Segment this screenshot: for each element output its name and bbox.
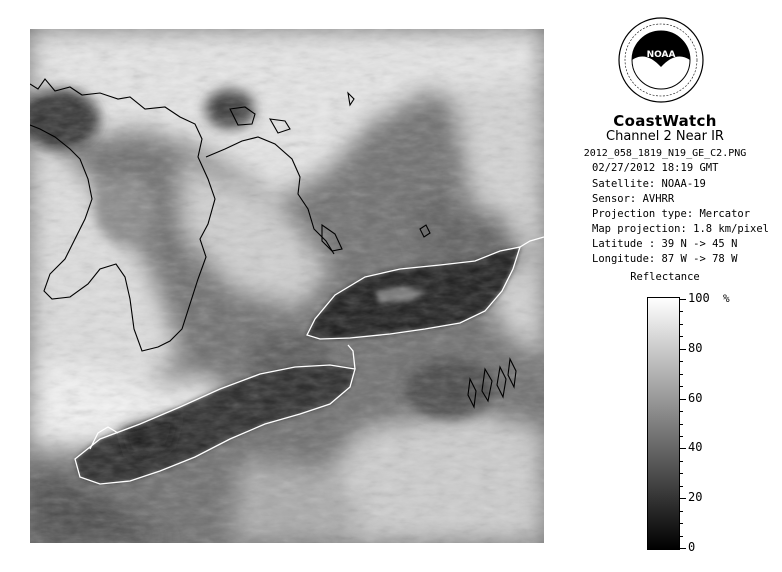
latitude-range: Latitude : 39 N -> 45 N bbox=[592, 238, 738, 250]
colorbar-minor-tick bbox=[680, 411, 683, 412]
colorbar-minor-tick bbox=[680, 311, 683, 312]
datetime: 02/27/2012 18:19 GMT bbox=[592, 162, 719, 174]
channel-title: Channel 2 Near IR bbox=[606, 129, 724, 144]
brand-title: CoastWatch bbox=[613, 112, 717, 130]
reflectance-colorbar bbox=[647, 297, 680, 550]
sensor: Sensor: AVHRR bbox=[592, 193, 675, 205]
projection-type: Projection type: Mercator bbox=[592, 208, 751, 220]
colorbar-tick-label: 20 bbox=[688, 490, 703, 505]
noaa-logo bbox=[618, 17, 704, 103]
map-projection: Map projection: 1.8 km/pixel bbox=[592, 223, 770, 235]
colorbar-tick-label: 40 bbox=[688, 440, 703, 455]
colorbar-minor-tick bbox=[680, 536, 683, 537]
colorbar-minor-tick bbox=[680, 349, 683, 350]
colorbar-minor-tick bbox=[680, 336, 683, 337]
colorbar-tick-label: 60 bbox=[688, 390, 703, 405]
logo-text: NOAA bbox=[646, 50, 676, 60]
colorbar-minor-tick bbox=[680, 299, 683, 300]
colorbar-tick-label: 80 bbox=[688, 340, 703, 355]
colorbar-minor-tick bbox=[680, 324, 683, 325]
colorbar-minor-tick bbox=[680, 374, 683, 375]
satellite-map-image bbox=[30, 29, 544, 543]
colorbar-minor-tick bbox=[680, 386, 683, 387]
colorbar-tick-label: 100 bbox=[688, 291, 710, 305]
colorbar-minor-tick bbox=[680, 461, 683, 462]
colorbar-minor-tick bbox=[680, 361, 683, 362]
colorbar-minor-tick bbox=[680, 424, 683, 425]
legend-unit: % bbox=[723, 292, 730, 305]
colorbar-tick-label: 0 bbox=[688, 540, 696, 554]
longitude-range: Longitude: 87 W -> 78 W bbox=[592, 253, 738, 265]
colorbar-minor-tick bbox=[680, 511, 683, 512]
colorbar-minor-tick bbox=[680, 523, 683, 524]
colorbar-minor-tick bbox=[680, 473, 683, 474]
colorbar-minor-tick bbox=[680, 399, 683, 400]
colorbar-minor-tick bbox=[680, 486, 683, 487]
colorbar-minor-tick bbox=[680, 436, 683, 437]
colorbar-minor-tick bbox=[680, 548, 683, 549]
legend-title: Reflectance bbox=[630, 271, 700, 283]
filename: 2012_058_1819_N19_GE_C2.PNG bbox=[583, 148, 747, 159]
colorbar-minor-tick bbox=[680, 448, 683, 449]
satellite: Satellite: NOAA-19 bbox=[592, 178, 706, 190]
colorbar-minor-tick bbox=[680, 498, 683, 499]
